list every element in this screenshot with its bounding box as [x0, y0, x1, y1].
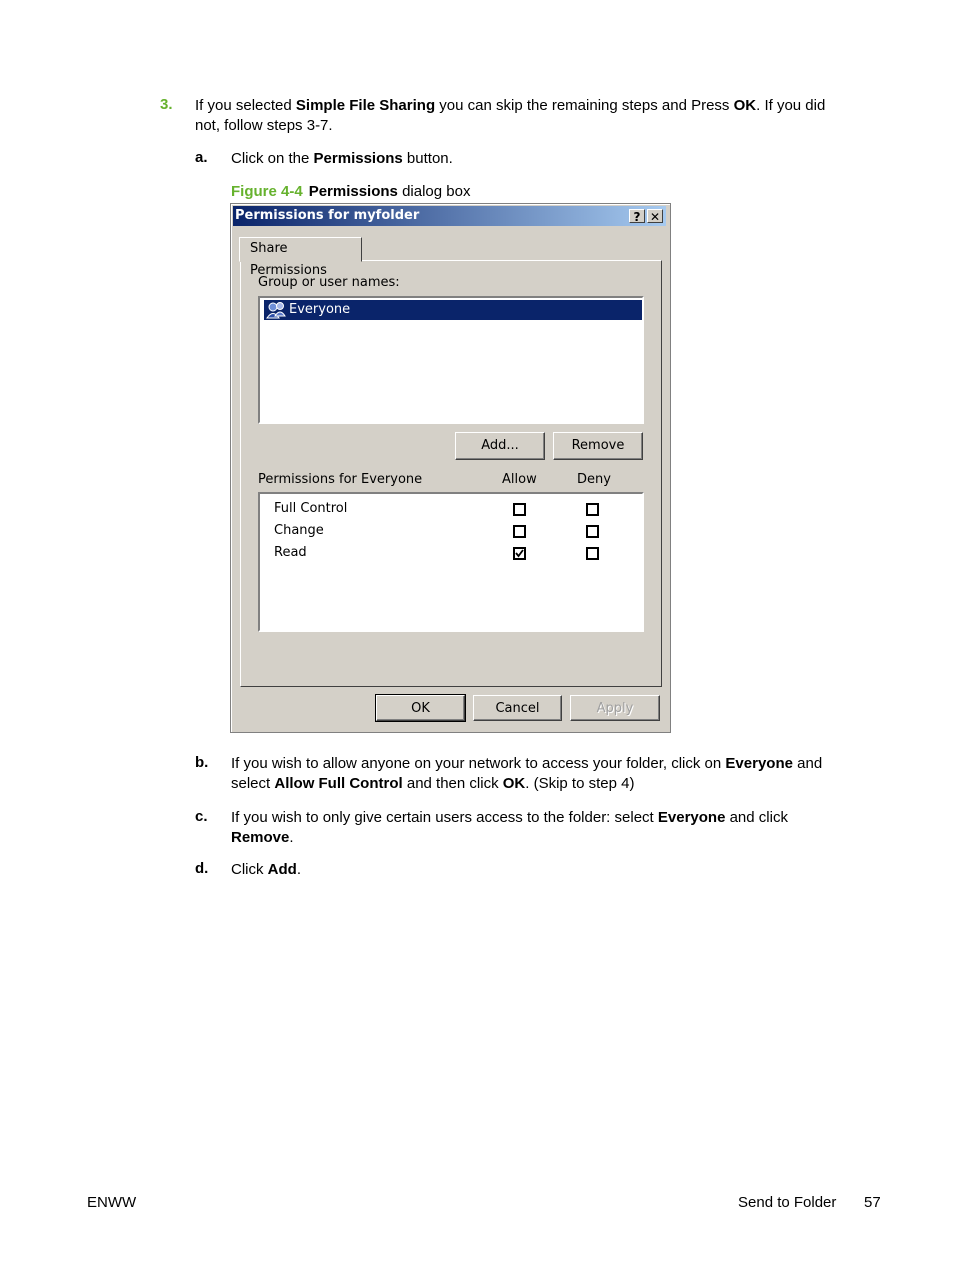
step-d-text-part: . — [296, 861, 302, 878]
permissions-list — [258, 492, 644, 632]
group-names-list[interactable] — [258, 296, 644, 424]
step-c-text-part: . — [289, 828, 294, 846]
permissions-for-label: Permissions for Everyone — [258, 472, 423, 487]
users-group-icon — [266, 301, 286, 319]
dialog-titlebar — [233, 206, 666, 226]
permissions-dialog — [230, 203, 671, 733]
step-c-bold-remove: Remove — [231, 828, 290, 846]
step-letter-b: b. — [195, 754, 209, 771]
figure-number: Figure 4-4 — [231, 183, 303, 200]
help-button[interactable]: ? — [629, 209, 645, 223]
step-b-text-part: and then click — [402, 774, 503, 792]
step-3-text — [195, 96, 885, 135]
step-b-text-part: select — [231, 774, 275, 792]
step-3-text-line2: not, follow steps 3-7. — [195, 116, 333, 134]
close-button[interactable]: ✕ — [647, 209, 663, 223]
permission-row-change: Change — [274, 523, 324, 538]
step-3-bold-ok: OK — [733, 97, 757, 114]
step-c-text-part: and click — [725, 809, 788, 826]
permission-row-read: Read — [274, 545, 307, 560]
step-letter-c: c. — [195, 808, 208, 825]
checkbox-allow-read[interactable] — [513, 547, 526, 560]
step-b-bold-allow-full-control: Allow Full Control — [274, 774, 403, 792]
step-d-bold-add: Add — [267, 861, 297, 878]
cancel-button[interactable]: Cancel — [473, 695, 562, 721]
caption-rest: dialog box — [397, 183, 471, 200]
step-a-text-part: button. — [402, 150, 453, 167]
caption-bold: Permissions — [308, 183, 398, 200]
checkmark-icon — [515, 549, 524, 558]
checkbox-deny-change[interactable] — [586, 525, 599, 538]
footer-page-number: 57 — [864, 1194, 881, 1211]
step-b-text — [231, 754, 891, 793]
step-3-text-part: you can skip the remaining steps and Press — [435, 97, 734, 114]
footer-section-title: Send to Folder — [738, 1194, 837, 1211]
apply-button[interactable]: Apply — [570, 695, 660, 721]
list-item-label: Everyone — [289, 302, 351, 317]
step-c-text — [231, 808, 891, 847]
checkbox-allow-full-control[interactable] — [513, 503, 526, 516]
add-button[interactable]: Add... — [455, 432, 545, 460]
step-a-text-part: Click on the — [231, 150, 314, 167]
dialog-title: Permissions for myfolder — [235, 208, 420, 223]
step-b-text-part: and — [792, 755, 823, 772]
step-a-bold-permissions: Permissions — [313, 150, 403, 167]
step-b-bold-ok: OK — [502, 774, 526, 792]
step-b-text-part: If you wish to allow anyone on your network to access your folder, click on — [231, 755, 726, 772]
checkbox-deny-read[interactable] — [586, 547, 599, 560]
allow-column-header: Allow — [502, 472, 537, 487]
deny-column-header: Deny — [577, 472, 611, 487]
footer-left: ENWW — [87, 1194, 137, 1211]
step-b-bold-everyone: Everyone — [725, 755, 793, 772]
ok-button[interactable]: OK — [376, 695, 465, 721]
figure-caption — [231, 182, 470, 201]
step-d-text-part: Click — [231, 861, 268, 878]
step-3-bold-simple-file-sharing: Simple File Sharing — [295, 97, 436, 114]
step-c-text-part: If you wish to only give certain users access to the folder: select — [231, 809, 658, 826]
checkbox-allow-change[interactable] — [513, 525, 526, 538]
step-b-text-part: . (Skip to step 4) — [525, 774, 635, 792]
permission-row-full-control: Full Control — [274, 501, 348, 516]
step-c-bold-everyone: Everyone — [657, 809, 726, 826]
group-names-label: Group or user names: — [258, 275, 400, 290]
remove-button[interactable]: Remove — [553, 432, 643, 460]
step-letter-d: d. — [195, 860, 209, 877]
step-a-text — [231, 149, 453, 169]
step-d-text — [231, 860, 301, 880]
list-item-everyone[interactable] — [264, 300, 642, 320]
step-3-text-part: . If you did — [756, 97, 826, 114]
step-letter-a: a. — [195, 149, 208, 166]
tab-share-permissions[interactable]: Share Permissions — [239, 237, 362, 262]
step-number-3: 3. — [160, 96, 173, 113]
step-3-text-part: If you selected — [195, 97, 296, 114]
checkbox-deny-full-control[interactable] — [586, 503, 599, 516]
